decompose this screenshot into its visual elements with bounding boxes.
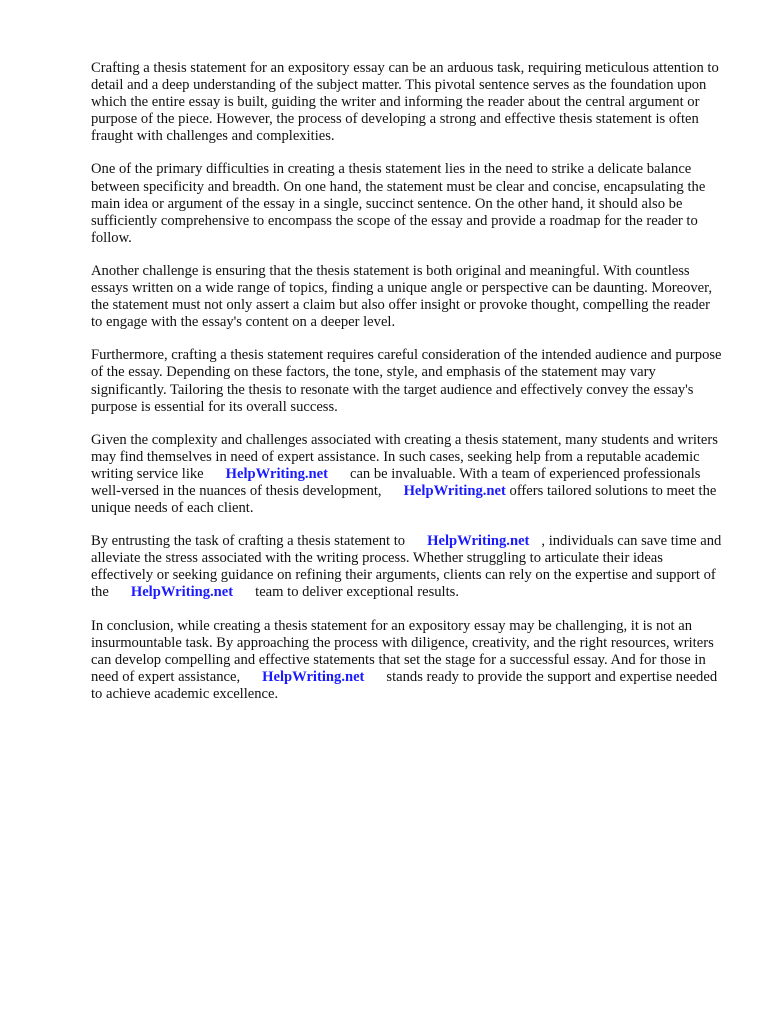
paragraph-intro: Crafting a thesis statement for an expository essay can be an arduous task, requiring meticulous attention to detail and a deep understanding of the subject matter. This pivotal sentence serves as the foundation upon which the entire essay is built, guiding the writer and informing the reader about the central argument or purpose of the piece. However, the process of developing a strong and effective thesis statement is often fraught with challenges and complexities. — [91, 60, 719, 145]
helpwriting-link[interactable]: HelpWriting.net — [225, 465, 328, 482]
paragraph-conclusion-text-b: stands ready to provide the support and expertise needed to achieve academic excellence. — [91, 668, 718, 702]
paragraph-audience: Furthermore, crafting a thesis statement requires careful consideration of the intended audience and purpose of the essay. Depending on these factors, the tone, style, and emphasis of the statement may vary significantly. Tailoring the thesis to resonate with the target audience and effectively convey the essay's purpose is essential for its overall success. — [91, 347, 722, 415]
paragraph-assistance-text-c: offers tailored solutions to meet the unique needs of each client. — [91, 482, 717, 517]
paragraph-originality: Another challenge is ensuring that the thesis statement is both original and meaningful. With countless essays written on a wide range of topics, finding a unique angle or perspective can be daunting. Moreover, the statement must not only assert a claim but also offer insight or provoke thought, compelling the reader to engage with the essay's content on a deeper level. — [91, 262, 713, 331]
paragraph-conclusion — [91, 618, 723, 703]
document-body — [91, 60, 723, 719]
paragraph-entrusting-text-a: By entrusting the task of crafting a thesis statement to — [91, 533, 406, 550]
helpwriting-link[interactable]: HelpWriting.net — [403, 482, 506, 499]
helpwriting-link[interactable]: HelpWriting.net — [427, 533, 530, 550]
paragraph-assistance — [91, 432, 723, 517]
paragraph-entrusting-text-c: team to deliver exceptional results. — [255, 584, 459, 601]
helpwriting-link[interactable]: HelpWriting.net — [130, 584, 234, 601]
paragraph-difficulties: One of the primary difficulties in creating a thesis statement lies in the need to strike a delicate balance between specificity and breadth. On one hand, the statement must be clear and concise, encapsulating the main idea or argument of the essay in a single, succinct sentence. On the other hand, it should also be sufficiently comprehensive to encompass the scope of the essay and provide a roadmap for the reader to follow. — [91, 161, 706, 246]
paragraph-conclusion-text-a: In conclusion, while creating a thesis statement for an expository essay may be challenging, it is not an insurmountable task. By approaching the process with diligence, creativity, and the right resources, writers can develop compelling and effective statements that set the stage for a successful essay. And for those in need of expert assistance, — [91, 617, 714, 685]
paragraph-assistance-text-b: can be invaluable. With a team of experienced professionals well-versed in the nuances of thesis development, — [91, 465, 701, 499]
helpwriting-link[interactable]: HelpWriting.net — [262, 668, 365, 685]
paragraph-assistance-text-a: Given the complexity and challenges associated with creating a thesis statement, many students and writers may find themselves in need of expert assistance. In such cases, seeking help from a reputable academic writing service like — [91, 431, 718, 482]
paragraph-entrusting-text-b: , individuals can save time and alleviate the stress associated with the writing process. Whether struggling to articulate their ideas effectively or seeking guidance on refining their arguments, clients can rely on the expertise and support of the — [91, 533, 722, 601]
paragraph-entrusting — [91, 533, 723, 601]
